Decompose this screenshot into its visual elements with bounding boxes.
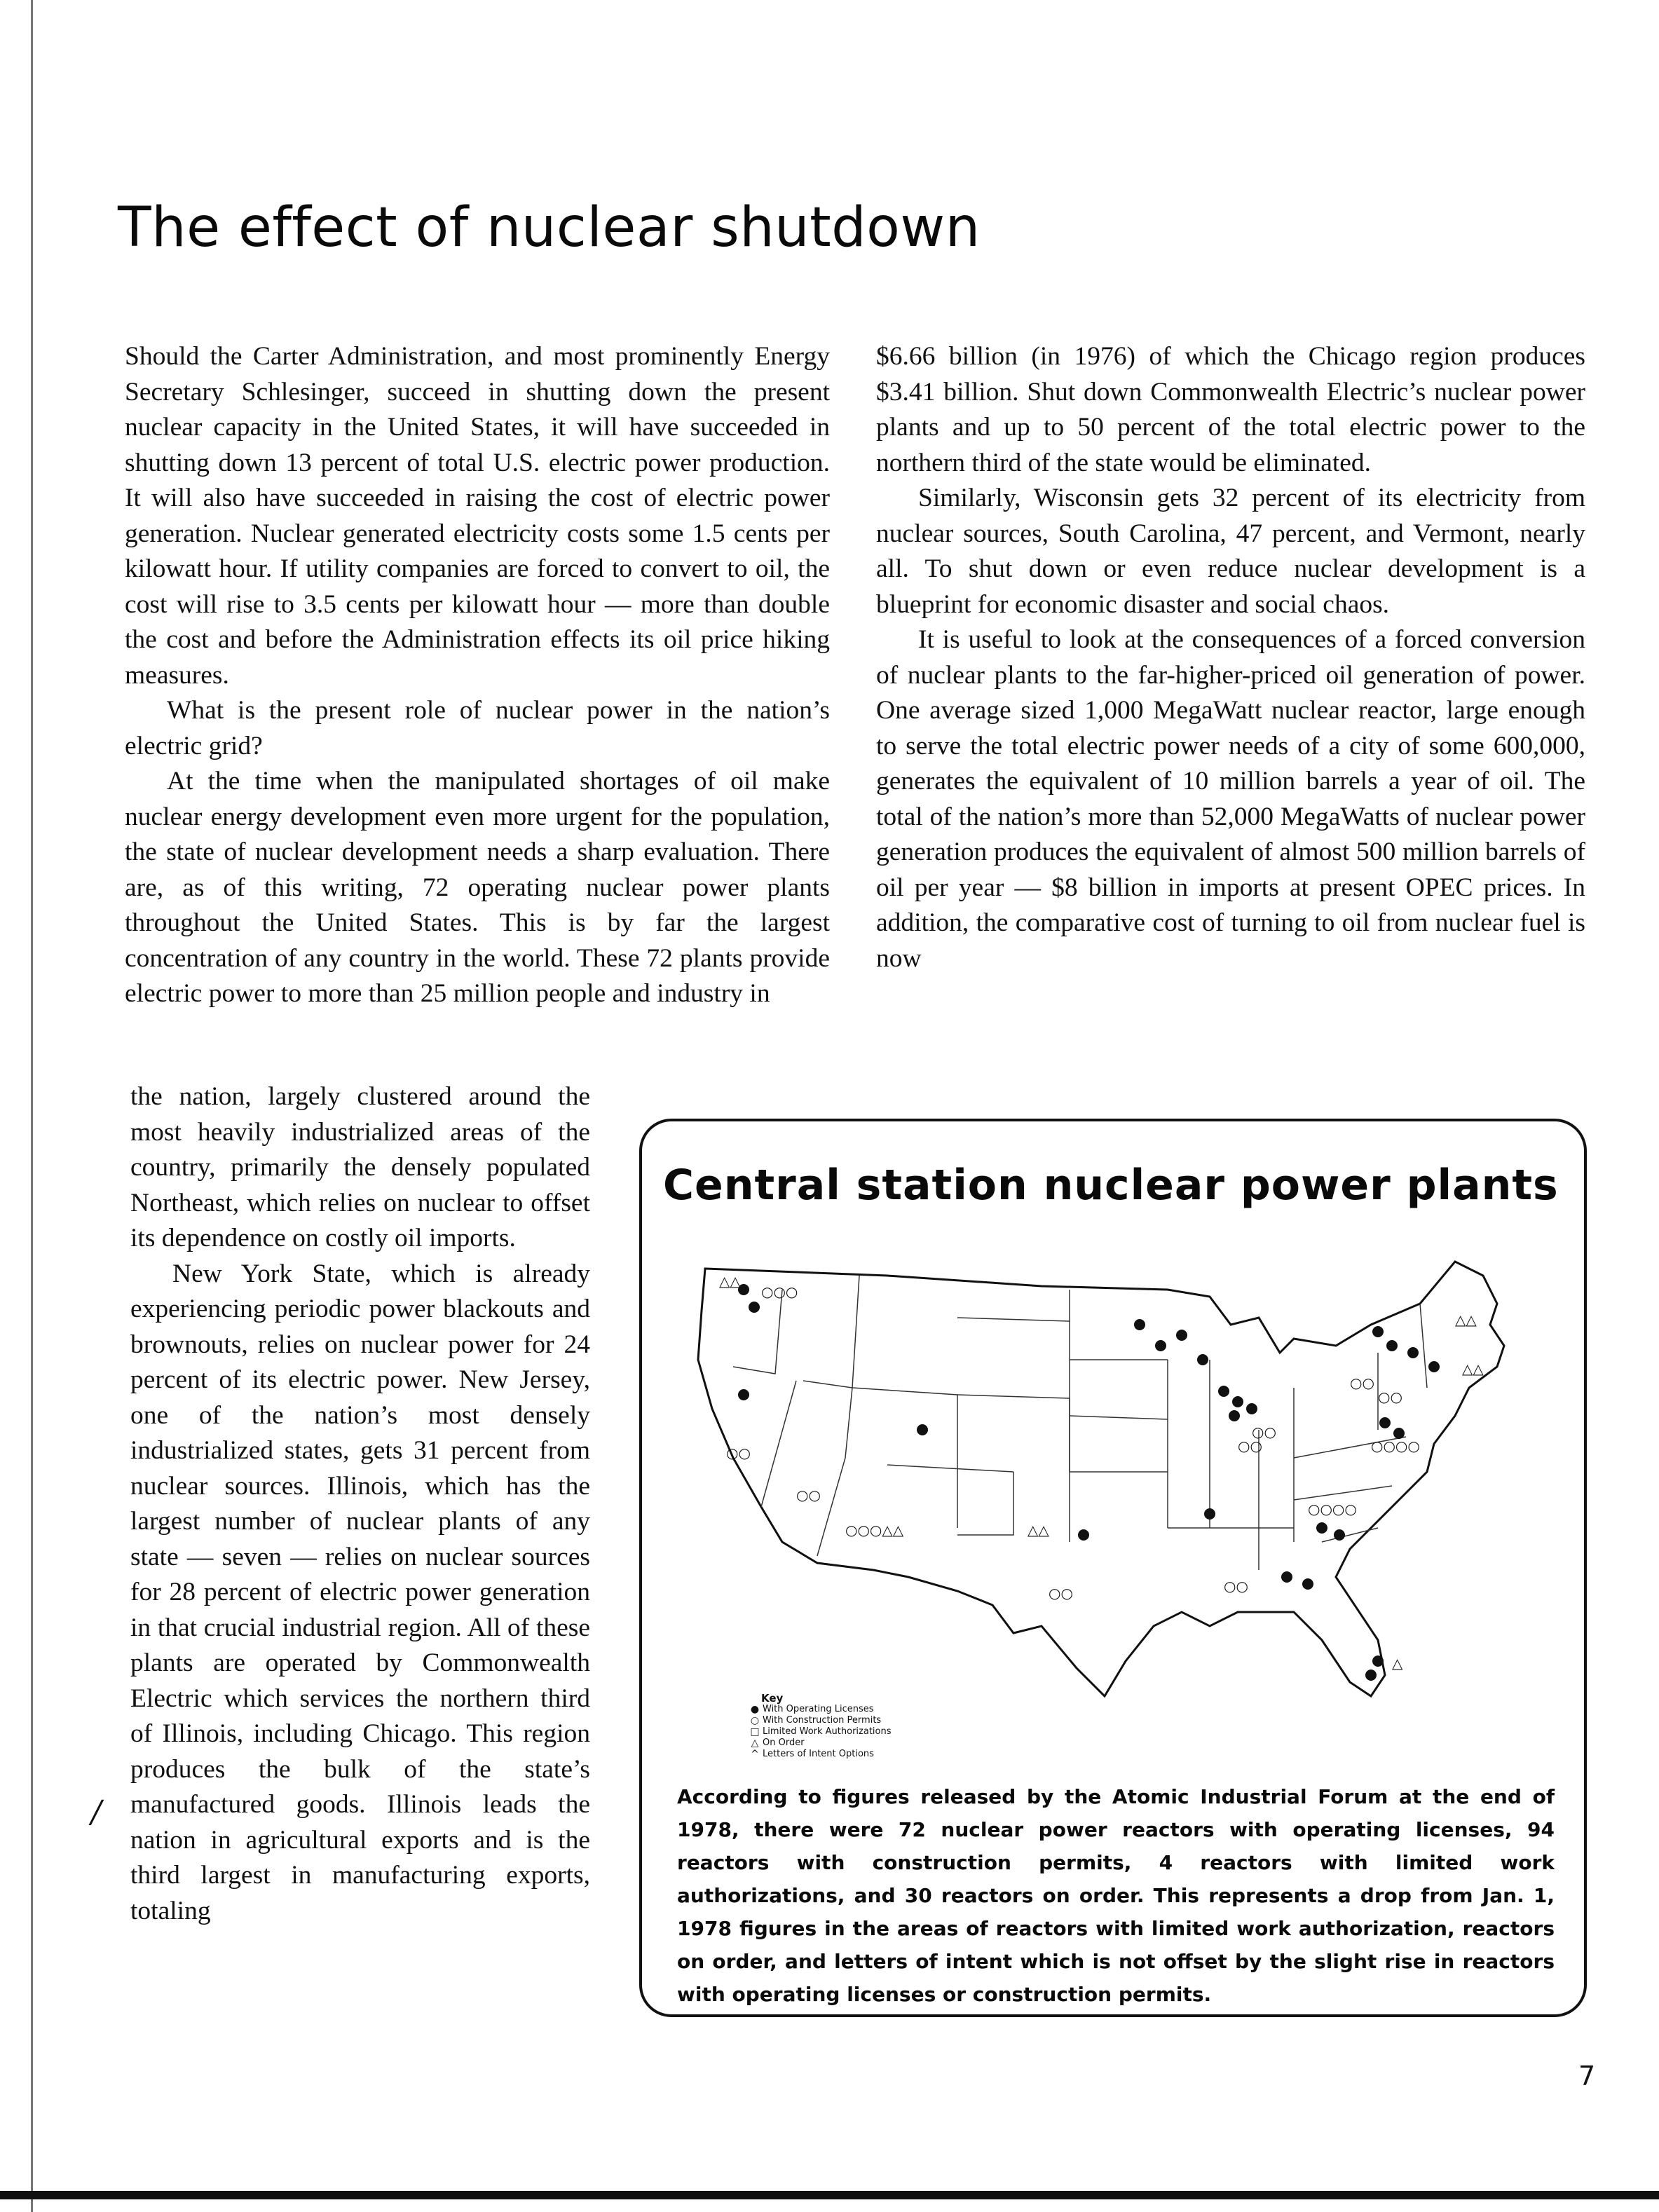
key-label: With Construction Permits xyxy=(763,1715,882,1726)
us-outline xyxy=(698,1262,1504,1696)
key-item xyxy=(747,1737,892,1749)
svg-text:○○: ○○ xyxy=(1350,1374,1374,1391)
svg-text:○○: ○○ xyxy=(796,1487,821,1503)
left-column-top xyxy=(125,339,830,1012)
svg-text:△△: △△ xyxy=(1028,1522,1049,1538)
svg-text:△△: △△ xyxy=(1455,1311,1477,1328)
svg-text:○○: ○○ xyxy=(1378,1388,1402,1405)
svg-text:△△: △△ xyxy=(719,1273,741,1290)
svg-text:△△: △△ xyxy=(1462,1360,1484,1377)
paragraph: the nation, largely clustered around the most heavily industrialized areas of the country, primarily the densely populated Northeast, which relies on nuclear to offset its dependence on costly oil imports. xyxy=(130,1082,590,1252)
paragraph: It is useful to look at the consequences of a forced conversion of nuclear plants to the far-higher-priced oil generation of power. One average sized 1,000 MegaWatt nuclear reactor, large enough to serve the total electric power needs of a city of some 600,000, generates the equivalent of 10 million barrels a year of oil. The total of the nation’s more than 52,000 MegaWatts of nuclear power generation produces the equivalent of almost 500 million barrels of oil per year — $8 billion in imports at present OPEC prices. In addition, the comparative cost of turning to oil from nuclear fuel is now xyxy=(876,625,1585,973)
right-column xyxy=(876,339,1585,976)
key-label: With Operating Licenses xyxy=(763,1704,874,1714)
us-map-graphic xyxy=(677,1248,1553,1724)
us-map xyxy=(677,1248,1553,1724)
svg-text:○○○: ○○○ xyxy=(761,1283,798,1300)
figure-title: Central station nuclear power plants xyxy=(663,1161,1559,1210)
svg-text:○○: ○○ xyxy=(1224,1578,1248,1595)
figure-box xyxy=(639,1119,1587,2017)
svg-text:○○○△△: ○○○△△ xyxy=(845,1522,904,1538)
svg-text:○○○○: ○○○○ xyxy=(1371,1438,1420,1454)
key-item xyxy=(747,1704,892,1715)
paragraph: Similarly, Wisconsin gets 32 percent of its electricity from nuclear sources, South Carolina, 47 percent, and Vermont, nearly all. To shut down or even reduce nuclear development is a blueprint for economic disaster and social chaos. xyxy=(876,484,1585,619)
svg-text:○○○○: ○○○○ xyxy=(1308,1501,1357,1517)
open-circle-icon: ○ xyxy=(750,1715,760,1726)
key-label: Limited Work Authorizations xyxy=(763,1726,892,1737)
paragraph: New York State, which is already experiencing periodic power blackouts and brownouts, relies on nuclear power for 24 percent of its electric power. New Jersey, one of the nation’s most densely industrialized states, gets 31 percent from nuclear sources. Illinois, which has the largest number of nuclear plants of any state — seven — relies on nuclear sources for 28 percent of electric power generation in that crucial industrial region. All of these plants are operated by Commonwealth Electric which services the northern third of Illinois, including Chicago. This region produces the bulk of the state’s manufactured goods. Illinois leads the nation in agricultural exports and is the third largest in manufacturing exports, totaling xyxy=(130,1259,590,1925)
square-icon: □ xyxy=(750,1726,760,1737)
svg-text:○○: ○○ xyxy=(1252,1424,1276,1440)
triangle-icon: △ xyxy=(751,1737,759,1749)
left-column-narrow xyxy=(130,1079,590,1929)
filled-circle-icon: ● xyxy=(750,1704,760,1715)
bottom-rule xyxy=(0,2191,1659,2199)
binding-edge-rule xyxy=(31,0,33,2212)
key-item xyxy=(747,1715,892,1726)
paragraph: At the time when the manipulated shortages of oil make nuclear energy development even more urgent for the population, the state of nuclear development needs a sharp evaluation. There are, as of this writing, 72 operating nuclear power plants throughout the United States. This is by far the largest concentration of any country in the world. These 72 plants provide electric power to more than 25 million people and industry in xyxy=(125,767,830,1008)
caret-icon: ^ xyxy=(751,1749,759,1760)
svg-text:○○: ○○ xyxy=(726,1445,751,1461)
key-title: Key xyxy=(761,1692,784,1705)
figure-caption: According to figures released by the Atomic Industrial Forum at the end of 1978, there were 72 nuclear power reactors with operating licenses, 94 reactors with construction permits, 4 reactors with limited work authorizations, and 30 reactors on order. This represents a drop from Jan. 1, 1978 figures in the areas of reactors with limited work authorization, reactors on order, and letters of intent which is not offset by the slight rise in reactors with operating licenses or construction permits. xyxy=(677,1785,1555,2006)
svg-text:△: △ xyxy=(1392,1655,1403,1672)
plant-markers xyxy=(719,1273,1484,1681)
key-label: On Order xyxy=(763,1737,805,1748)
margin-mark: / xyxy=(91,1794,102,1830)
page-number: 7 xyxy=(1578,2061,1596,2091)
svg-text:○○: ○○ xyxy=(1049,1585,1073,1602)
key-label: Letters of Intent Options xyxy=(763,1749,874,1759)
key-item xyxy=(747,1749,892,1760)
article-title: The effect of nuclear shutdown xyxy=(118,196,981,259)
paragraph: $6.66 billion (in 1976) of which the Chicago region produces $3.41 billion. Shut down Commonwealth Electric’s nuclear power plants and up to 50 percent of the total electric power to the northern third of the state would be eliminated. xyxy=(876,342,1585,477)
key-item xyxy=(747,1726,892,1737)
paragraph: What is the present role of nuclear power in the nation’s electric grid? xyxy=(125,696,830,760)
map-key xyxy=(747,1693,892,1760)
svg-text:○○: ○○ xyxy=(1238,1438,1262,1454)
paragraph: Should the Carter Administration, and most prominently Energy Secretary Schlesinger, succeed in shutting down the present nuclear capacity in the United States, it will have succeeded in shutting down 13 percent of total U.S. electric power production. It will also have succeeded in raising the cost of electric power generation. Nuclear generated electricity costs some 1.5 cents per kilowatt hour. If utility companies are forced to convert to oil, the cost will rise to 3.5 cents per kilowatt hour — more than double the cost and before the Administration effects its oil price hiking measures. xyxy=(125,342,830,690)
